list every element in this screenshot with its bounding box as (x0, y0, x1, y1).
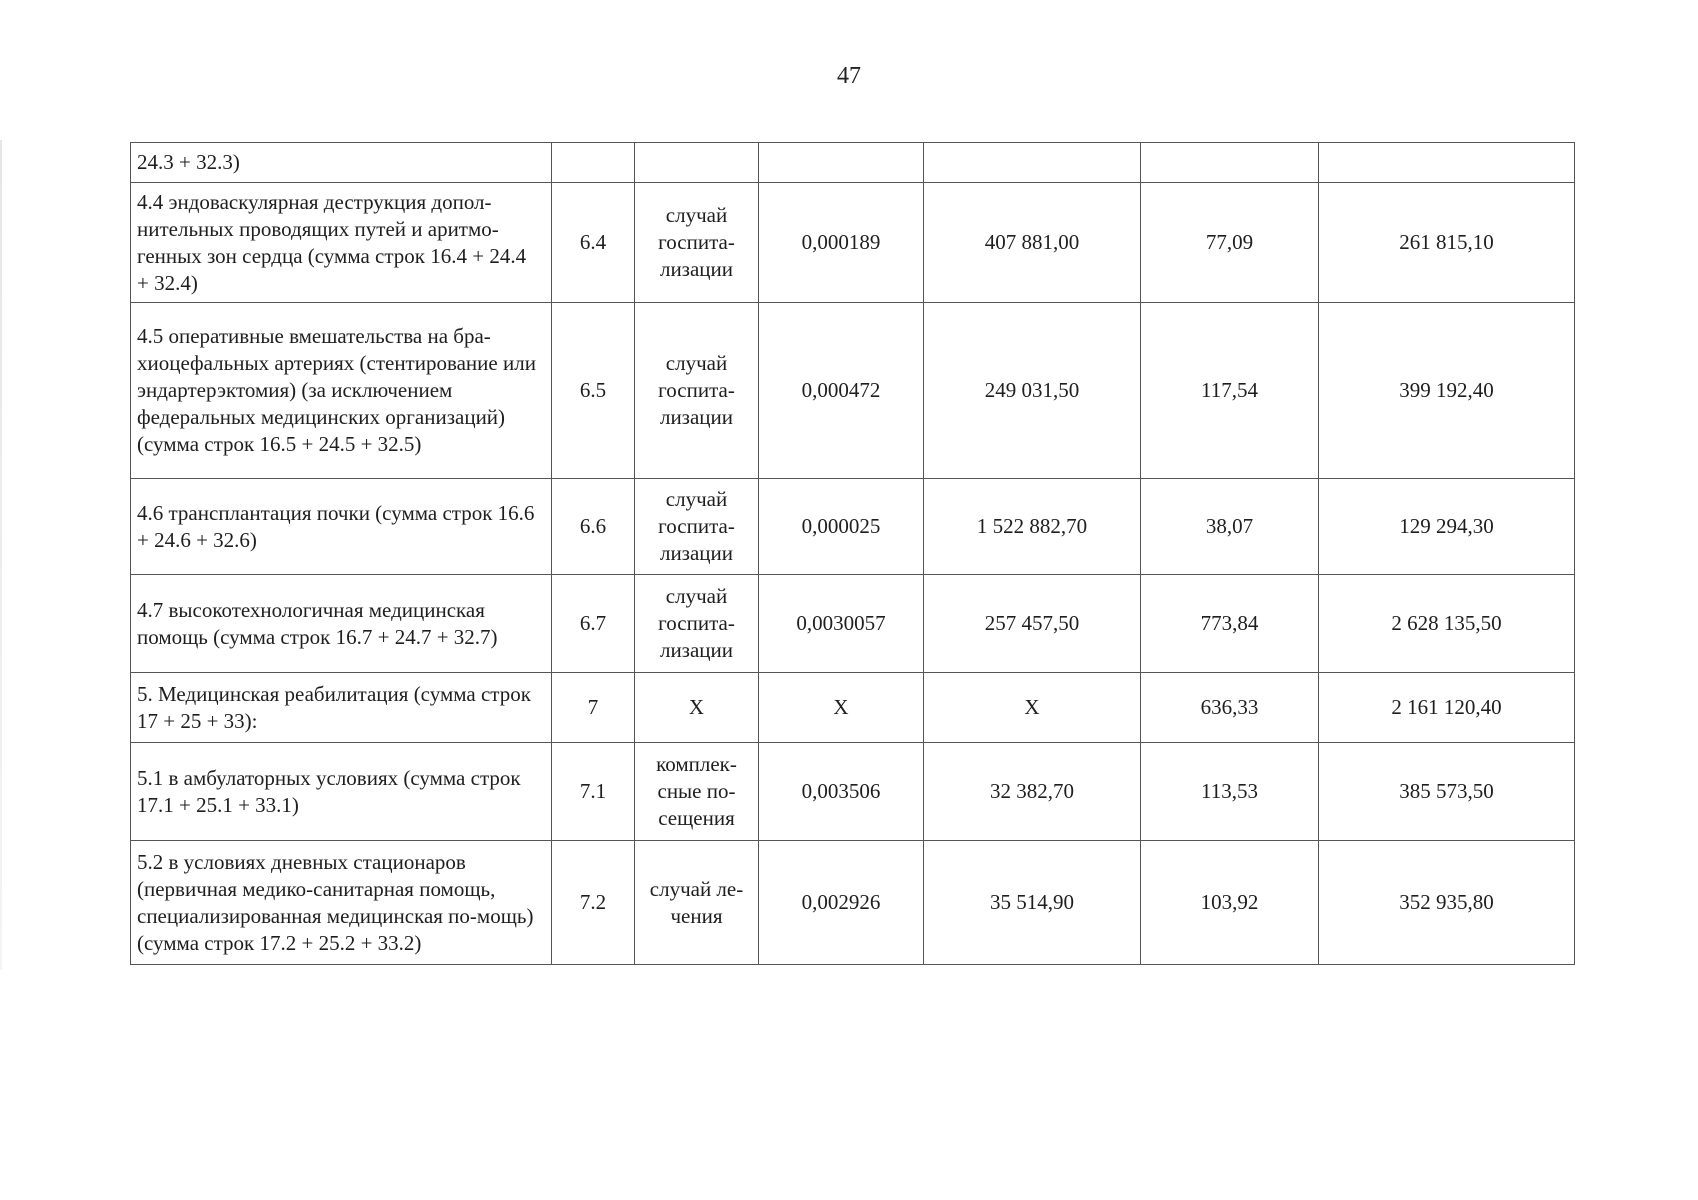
row-cost: 257 457,50 (924, 575, 1141, 673)
row-per-capita: 38,07 (1141, 479, 1319, 575)
row-per-capita (1141, 143, 1319, 183)
row-code: 6.4 (552, 183, 635, 303)
row-unit: X (635, 673, 759, 743)
row-code: 6.6 (552, 479, 635, 575)
row-code: 7 (552, 673, 635, 743)
table-row (131, 303, 1575, 479)
row-code: 6.7 (552, 575, 635, 673)
row-unit: случай ле-чения (635, 841, 759, 965)
row-total: 2 628 135,50 (1319, 575, 1575, 673)
row-total: 2 161 120,40 (1319, 673, 1575, 743)
row-code (552, 143, 635, 183)
row-norm (759, 143, 924, 183)
row-cost: 249 031,50 (924, 303, 1141, 479)
row-unit (635, 143, 759, 183)
row-per-capita: 117,54 (1141, 303, 1319, 479)
row-per-capita: 103,92 (1141, 841, 1319, 965)
row-name: 5.1 в амбулаторных условиях (сумма строк 17.1 + 25.1 + 33.1) (131, 743, 552, 841)
table-row (131, 841, 1575, 965)
row-name: 4.6 трансплантация почки (сумма строк 16.6 + 24.6 + 32.6) (131, 479, 552, 575)
row-code: 7.1 (552, 743, 635, 841)
row-total: 261 815,10 (1319, 183, 1575, 303)
row-norm: 0,003506 (759, 743, 924, 841)
table-row (131, 183, 1575, 303)
financing-table (130, 142, 1575, 965)
row-name: 4.5 оперативные вмешательства на бра-хиоцефальных артериях (стентирование или эндартерэктомия) (за исключением федеральных медицинских организаций) (сумма строк 16.5 + 24.5 + 32.5) (131, 303, 552, 479)
row-cost: X (924, 673, 1141, 743)
row-name: 5. Медицинская реабилитация (сумма строк 17 + 25 + 33): (131, 673, 552, 743)
row-total (1319, 143, 1575, 183)
row-total: 399 192,40 (1319, 303, 1575, 479)
page-number: 47 (837, 63, 861, 89)
table-row (131, 143, 1575, 183)
row-per-capita: 77,09 (1141, 183, 1319, 303)
row-norm: 0,000472 (759, 303, 924, 479)
row-unit: комплек-сные по-сещения (635, 743, 759, 841)
row-cost: 407 881,00 (924, 183, 1141, 303)
row-code: 6.5 (552, 303, 635, 479)
row-norm: 0,002926 (759, 841, 924, 965)
row-cost: 32 382,70 (924, 743, 1141, 841)
row-norm: X (759, 673, 924, 743)
row-unit: случай госпита-лизации (635, 303, 759, 479)
row-unit: случай госпита-лизации (635, 575, 759, 673)
row-cost: 35 514,90 (924, 841, 1141, 965)
row-name: 24.3 + 32.3) (131, 143, 552, 183)
row-unit: случай госпита-лизации (635, 479, 759, 575)
row-name: 4.4 эндоваскулярная деструкция допол-нительных проводящих путей и аритмо-генных зон сердца (сумма строк 16.4 + 24.4 + 32.4) (131, 183, 552, 303)
row-per-capita: 773,84 (1141, 575, 1319, 673)
table-row (131, 743, 1575, 841)
row-per-capita: 113,53 (1141, 743, 1319, 841)
row-unit: случай госпита-лизации (635, 183, 759, 303)
row-per-capita: 636,33 (1141, 673, 1319, 743)
table-row (131, 479, 1575, 575)
row-norm: 0,000025 (759, 479, 924, 575)
row-code: 7.2 (552, 841, 635, 965)
table-row (131, 575, 1575, 673)
row-norm: 0,0030057 (759, 575, 924, 673)
row-total: 385 573,50 (1319, 743, 1575, 841)
table-row (131, 673, 1575, 743)
row-norm: 0,000189 (759, 183, 924, 303)
scan-edge-shadow (0, 140, 2, 970)
row-name: 5.2 в условиях дневных стационаров (первичная медико-санитарная помощь, специализированная медицинская по-мощь) (сумма строк 17.2 + 25.2 + 33.2) (131, 841, 552, 965)
row-cost: 1 522 882,70 (924, 479, 1141, 575)
row-name: 4.7 высокотехнологичная медицинская помощь (сумма строк 16.7 + 24.7 + 32.7) (131, 575, 552, 673)
row-total: 352 935,80 (1319, 841, 1575, 965)
row-total: 129 294,30 (1319, 479, 1575, 575)
row-cost (924, 143, 1141, 183)
